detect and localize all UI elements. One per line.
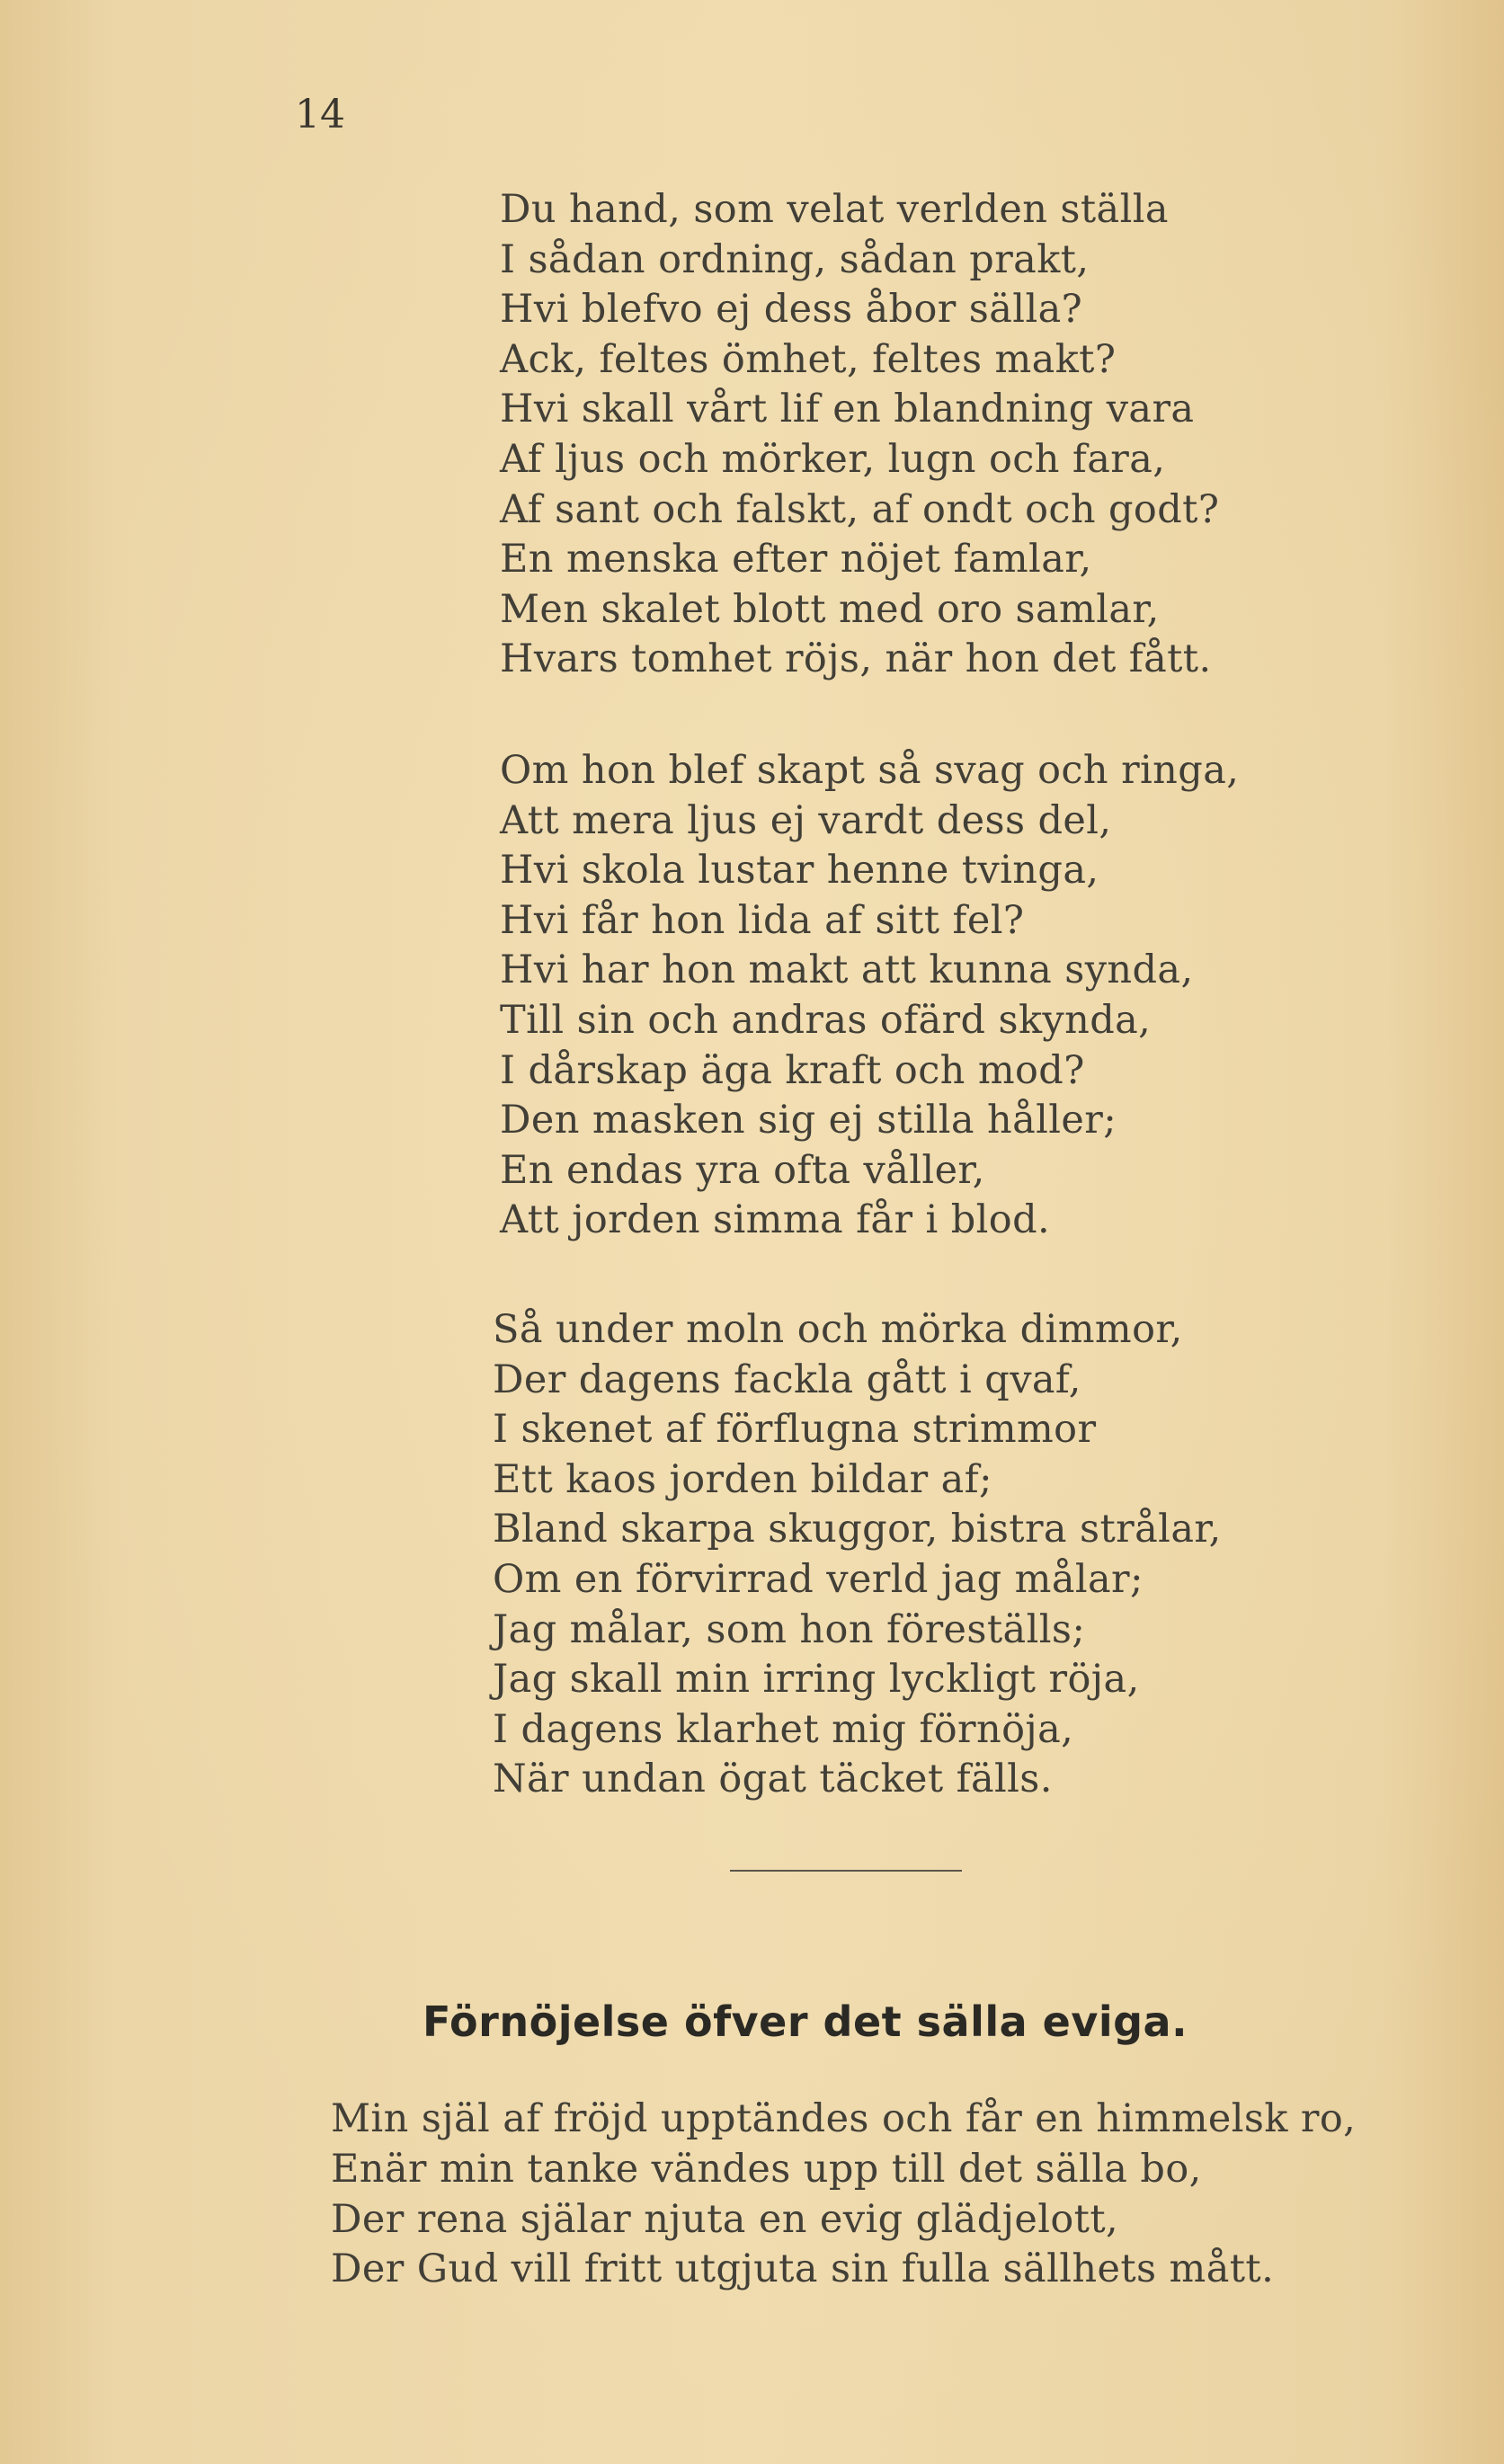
verse-line: Der rena själar njuta en evig glädjelott,	[331, 2196, 1119, 2242]
verse-line: I dagens klarhet mig förnöja,	[493, 1706, 1074, 1752]
verse-line: I skenet af förflugna strimmor	[493, 1407, 1097, 1453]
verse-line: Der Gud vill fritt utgjuta sin fulla sällhets mått.	[331, 2246, 1275, 2292]
verse-line: Hvi skola lustar henne tvinga,	[500, 848, 1099, 894]
verse-line: Men skalet blott med oro samlar,	[500, 586, 1160, 632]
stanza-4	[331, 2095, 1356, 2295]
verse-line: I sådan ordning, sådan prakt,	[500, 236, 1090, 282]
verse-line: Om hon blef skapt så svag och ringa,	[500, 748, 1240, 793]
poem-title: Förnöjelse öfver det sälla eviga.	[423, 1997, 1188, 2046]
verse-line: Till sin och andras ofärd skynda,	[500, 997, 1152, 1043]
verse-line: Enär min tanke vändes upp till det sälla bo,	[331, 2146, 1202, 2192]
verse-line: Du hand, som velat verlden ställa	[500, 187, 1169, 232]
verse-line: Den masken sig ej stilla håller;	[500, 1098, 1117, 1143]
stanza-1	[500, 185, 1219, 685]
page-number: 14	[295, 92, 345, 138]
verse-line: En endas yra ofta våller,	[500, 1147, 985, 1193]
verse-line: Hvi får hon lida af sitt fel?	[500, 897, 1025, 943]
stanza-3	[493, 1305, 1222, 1805]
verse-line: Att jorden simma får i blod.	[500, 1197, 1051, 1243]
verse-line: Jag skall min irring lyckligt röja,	[493, 1657, 1140, 1703]
verse-line: Om en förvirrad verld jag målar;	[493, 1556, 1144, 1602]
stanza-2	[500, 746, 1239, 1246]
verse-line: Hvi skall vårt lif en blandning vara	[500, 387, 1195, 432]
verse-line: Min själ af fröjd upptändes och får en himmelsk ro,	[331, 2096, 1357, 2141]
verse-line: Hvi har hon makt att kunna synda,	[500, 947, 1194, 993]
verse-line: Att mera ljus ej vardt dess del,	[500, 797, 1112, 843]
verse-line: Hvi blefvo ej dess åbor sälla?	[500, 287, 1083, 333]
verse-line: Ack, feltes ömhet, feltes makt?	[500, 336, 1117, 382]
verse-line: Af sant och falskt, af ondt och godt?	[500, 486, 1220, 532]
verse-line: När undan ögat täcket fälls.	[493, 1757, 1053, 1802]
verse-line: Af ljus och mörker, lugn och fara,	[500, 436, 1166, 482]
verse-line: I dårskap äga kraft och mod?	[500, 1047, 1085, 1093]
section-divider	[730, 1870, 962, 1872]
verse-line: Bland skarpa skuggor, bistra strålar,	[493, 1507, 1222, 1552]
verse-line: Hvars tomhet röjs, när hon det fått.	[500, 636, 1212, 682]
verse-line: En menska efter nöjet famlar,	[500, 537, 1092, 583]
verse-line: Ett kaos jorden bildar af;	[493, 1456, 992, 1502]
verse-line: Jag målar, som hon föreställs;	[493, 1606, 1086, 1652]
verse-line: Der dagens fackla gått i qvaf,	[493, 1357, 1081, 1402]
verse-line: Så under moln och mörka dimmor,	[493, 1307, 1183, 1352]
